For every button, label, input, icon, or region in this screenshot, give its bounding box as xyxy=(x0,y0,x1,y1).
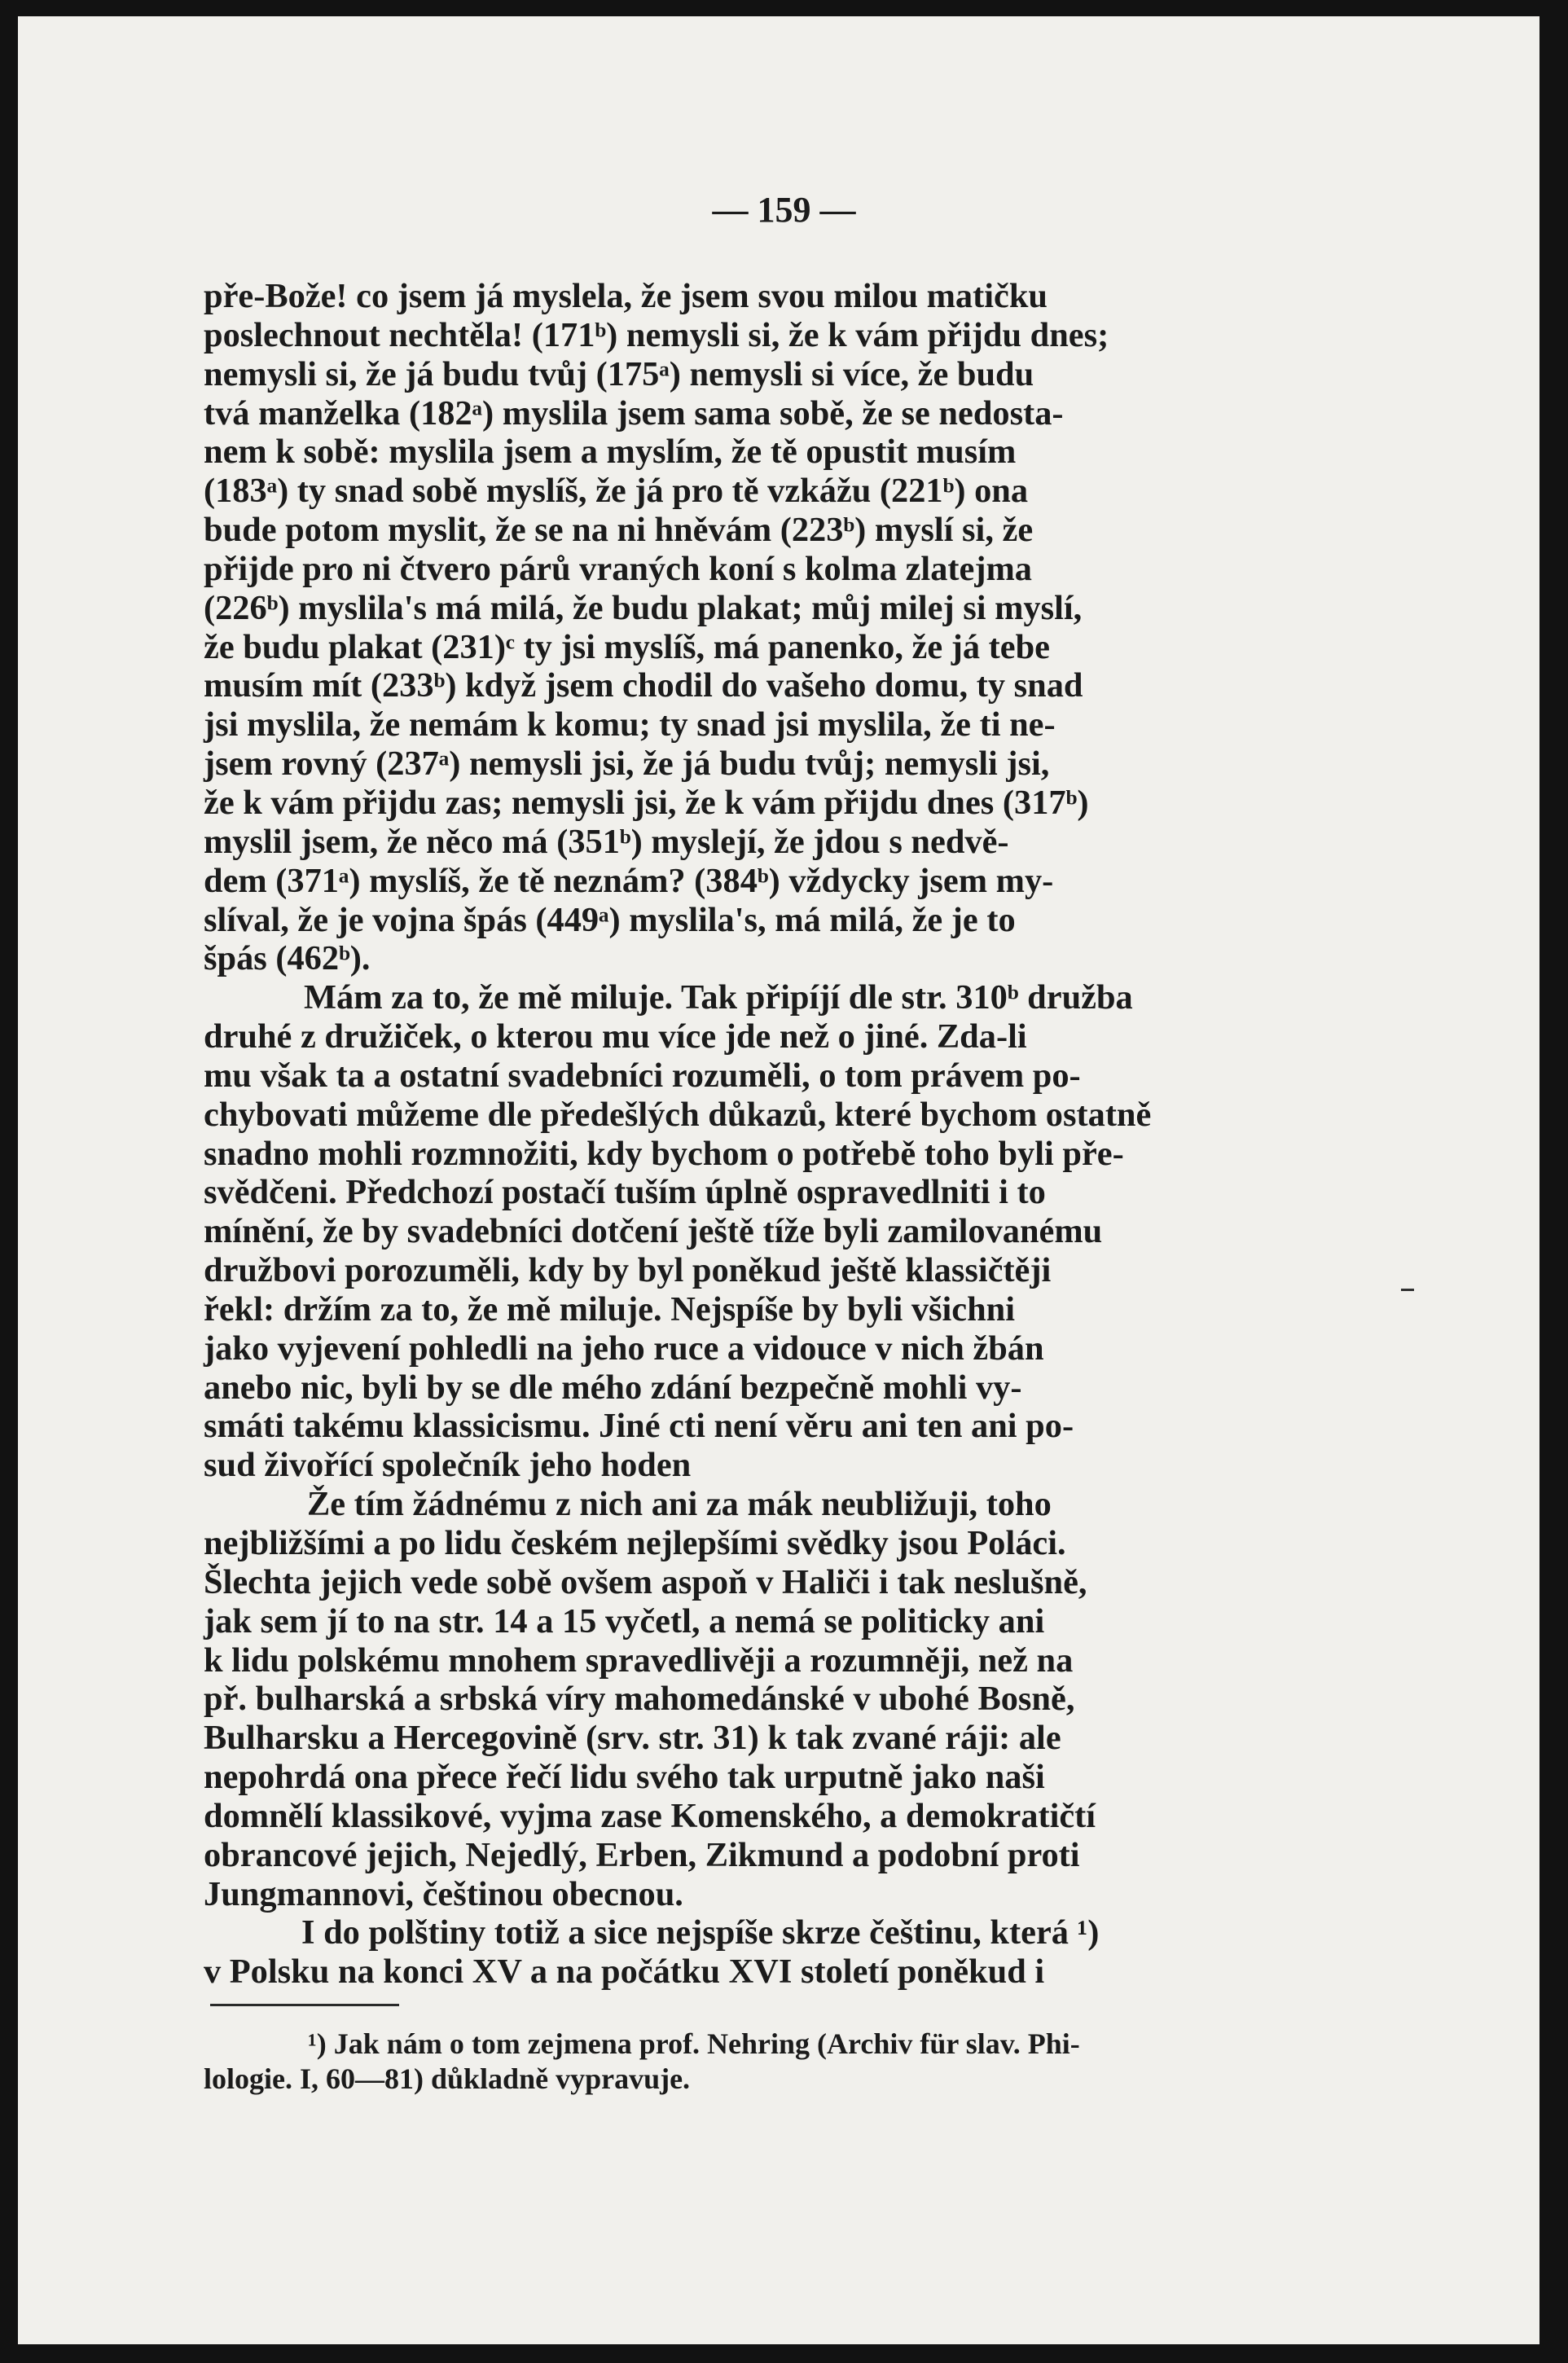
text-line: musím mít (233ᵇ) když jsem chodil do vašeho domu, ty snad xyxy=(204,666,1083,705)
footnote-line: lologie. I, 60—81) důkladně vypravuje. xyxy=(204,2062,691,2095)
text-line: Šlechta jejich vede sobě ovšem aspoň v Haliči i tak neslušně, xyxy=(204,1562,1087,1601)
text-line: sud živořící společník jeho hoden xyxy=(204,1446,692,1485)
text-line: k lidu polskému mnohem spravedlivěji a rozumněji, než na xyxy=(204,1640,1074,1680)
paragraph-start-line: Že tím žádnému z nich ani za mák neubližuji, toho xyxy=(307,1485,1052,1524)
text-line: nepohrdá ona přece řečí lidu svého tak urputně jako naši xyxy=(204,1758,1045,1797)
paragraph-start-line: I do polštiny totiž a sice nejspíše skrze češtinu, která ¹) xyxy=(301,1913,1100,1952)
text-line: druhé z družiček, o kterou mu více jde než o jiné. Zda-li xyxy=(204,1017,1027,1056)
text-line: snadno mohli rozmnožiti, kdy bychom o potřebě toho byli pře- xyxy=(204,1134,1124,1173)
text-line: nem k sobě: myslila jsem a myslím, že tě opustit musím xyxy=(204,433,1017,472)
text-line: mu však ta a ostatní svadebníci rozuměli, o tom právem po- xyxy=(204,1056,1081,1095)
text-line: že budu plakat (231)ᶜ ty jsi myslíš, má panenko, že já tebe xyxy=(204,627,1050,666)
footnote xyxy=(204,2027,1238,2097)
text-line: špás (462ᵇ). xyxy=(204,939,371,978)
text-line: že k vám přijdu zas; nemysli jsi, že k vám přijdu dnes (317ᵇ) xyxy=(204,783,1089,822)
text-line: pře-Bože! co jsem já myslela, že jsem svou milou matičku xyxy=(204,277,1048,315)
text-line: (226ᵇ) myslila's má milá, že budu plakat; můj milej si myslí, xyxy=(204,588,1083,627)
text-line: přijde pro ni čtvero párů vraných koní s kolma zlatejma xyxy=(204,549,1032,588)
text-line: mínění, že by svadebníci dotčení ještě tíže byli zamilovanému xyxy=(204,1212,1103,1251)
text-line: nejbližšími a po lidu českém nejlepšími svědky jsou Poláci. xyxy=(204,1524,1066,1562)
margin-dash-mark xyxy=(1401,1289,1414,1291)
text-line: myslil jsem, že něco má (351ᵇ) myslejí, že jdou s nedvě- xyxy=(204,822,1009,861)
text-line: řekl: držím za to, že mě miluje. Nejspíše by byli všichni xyxy=(204,1289,1016,1329)
text-line: bude potom myslit, že se na ni hněvám (223ᵇ) myslí si, že xyxy=(204,511,1034,550)
text-line: jsem rovný (237ᵃ) nemysli jsi, že já budu tvůj; nemysli jsi, xyxy=(204,744,1050,784)
footnote-divider xyxy=(210,2004,399,2006)
text-line: slíval, že je vojna špás (449ᵃ) myslila's, má milá, že je to xyxy=(204,900,1016,939)
text-line: Jungmannovi, češtinou obecnou. xyxy=(204,1874,683,1913)
text-line: nemysli si, že já budu tvůj (175ᵃ) nemysli si více, že budu xyxy=(204,354,1034,393)
text-line: poslechnout nechtěla! (171ᵇ) nemysli si, že k vám přijdu dnes; xyxy=(204,315,1109,354)
body-text xyxy=(204,277,1238,1992)
text-line: jsi myslila, že nemám k komu; ty snad jsi myslila, že ti ne- xyxy=(204,705,1056,744)
page-number: — 159 — xyxy=(712,190,856,230)
text-line: (183ᵃ) ty snad sobě myslíš, že já pro tě vzkážu (221ᵇ) ona xyxy=(204,472,1029,511)
text-line: obrancové jejich, Nejedlý, Erben, Zikmund a podobní proti xyxy=(204,1835,1080,1874)
text-line: jako vyjevení pohledli na jeho ruce a vidouce v nich žbán xyxy=(204,1329,1044,1368)
text-line: př. bulharská a srbská víry mahomedánské v ubohé Bosně, xyxy=(204,1680,1075,1719)
text-line: smáti takému klassicismu. Jiné cti není věru ani ten ani po- xyxy=(204,1407,1074,1446)
text-line: tvá manželka (182ᵃ) myslila jsem sama sobě, že se nedosta- xyxy=(204,393,1064,433)
text-line: jak sem jí to na str. 14 a 15 vyčetl, a nemá se politicky ani xyxy=(204,1601,1045,1640)
footnote-line: ¹) Jak nám o tom zejmena prof. Nehring (Archiv für slav. Phi- xyxy=(308,2027,1080,2060)
paragraph-start-line: Mám za to, že mě miluje. Tak připíjí dle str. 310ᵇ družba xyxy=(304,978,1133,1017)
text-line: chybovati můžeme dle předešlých důkazů, které bychom ostatně xyxy=(204,1095,1152,1134)
text-line: družbovi porozuměli, kdy by byl poněkud ještě klassičtěji xyxy=(204,1251,1052,1290)
text-line: svědčeni. Předchozí postačí tuším úplně ospravedlniti i to xyxy=(204,1173,1046,1212)
text-line: Bulharsku a Hercegovině (srv. str. 31) k tak zvané ráji: ale xyxy=(204,1719,1061,1758)
text-line: dem (371ᵃ) myslíš, že tě neznám? (384ᵇ) vždycky jsem my- xyxy=(204,861,1054,900)
text-line: v Polsku na konci XV a na počátku XVI století poněkud i xyxy=(204,1952,1045,1992)
text-line: domnělí klassikové, vyjma zase Komenského, a demokratičtí xyxy=(204,1796,1096,1835)
text-line: anebo nic, byli by se dle mého zdání bezpečně mohli vy- xyxy=(204,1368,1022,1407)
